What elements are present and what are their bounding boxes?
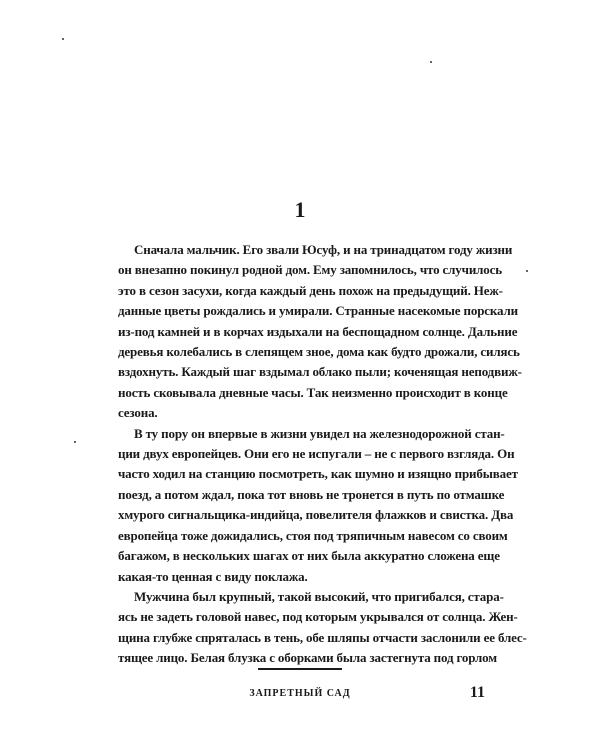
footer-divider <box>258 668 342 670</box>
text-line: ность сковывала дневные часы. Так неизменно происходит в конце <box>118 384 508 400</box>
text-line: ясь не задеть головой навес, под которым укрывался от солнца. Жен- <box>118 609 518 625</box>
text-line: тящее лицо. Белая блузка с оборками была застегнута под горлом <box>118 650 497 666</box>
chapter-number: 1 <box>294 197 306 222</box>
paragraph-3 <box>118 587 527 669</box>
text-line: часто ходил на станцию посмотреть, как шумно и изящно прибывает <box>118 466 518 482</box>
running-title: ЗАПРЕТНЫЙ САД <box>249 688 351 699</box>
text-line: щина глубже спряталась в тень, обе шляпы отчасти заслонили ее блес- <box>118 629 527 645</box>
body-text <box>118 240 527 669</box>
text-line: Сначала мальчик. Его звали Юсуф, и на тринадцатом году жизни <box>134 242 513 257</box>
text-line: он внезапно покинул родной дом. Ему запомнилось, что случилось <box>118 262 502 278</box>
text-line: поезд, а потом ждал, пока тот вновь не тронется в путь по отмашке <box>118 486 505 502</box>
text-line: из-под камней и в корчах издыхали на беспощадном солнце. Дальние <box>118 323 518 339</box>
text-line: В ту пору он впервые в жизни увидел на железнодорожной стан- <box>134 425 505 441</box>
text-line: сезона. <box>118 405 158 421</box>
page-number: 11 <box>469 684 485 701</box>
text-line: ции двух европейцев. Они его не испугали – не с первого взгляда. Он <box>118 446 515 462</box>
text-line: это в сезон засухи, когда каждый день похож на предыдущий. Неж- <box>118 282 503 298</box>
scan-speck <box>74 441 76 443</box>
text-line: какая-то ценная с виду поклажа. <box>118 568 308 584</box>
text-line: багажом, в нескольких шагах от них была аккуратно сложена еще <box>118 548 500 564</box>
text-line: данные цветы рождались и умирали. Странные насекомые порскали <box>118 303 518 319</box>
text-line: деревья колебались в слепящем зное, дома как будто дрожали, силясь <box>118 344 520 360</box>
paragraph-2 <box>118 424 518 587</box>
scan-speck <box>526 270 528 272</box>
text-line: вздохнуть. Каждый шаг вздымал облако пыли; коченящая неподвиж- <box>118 364 522 380</box>
text-line: европейца тоже дожидались, стоя под тряпичным навесом со своим <box>118 527 508 543</box>
scan-speck <box>62 38 64 40</box>
paragraph-1 <box>118 240 522 424</box>
text-line: Мужчина был крупный, такой высокий, что пригибался, стара- <box>134 588 504 604</box>
scan-speck <box>430 61 432 63</box>
text-line: хмурого сигнальщика-индийца, повелителя флажков и свистка. Два <box>118 507 514 523</box>
